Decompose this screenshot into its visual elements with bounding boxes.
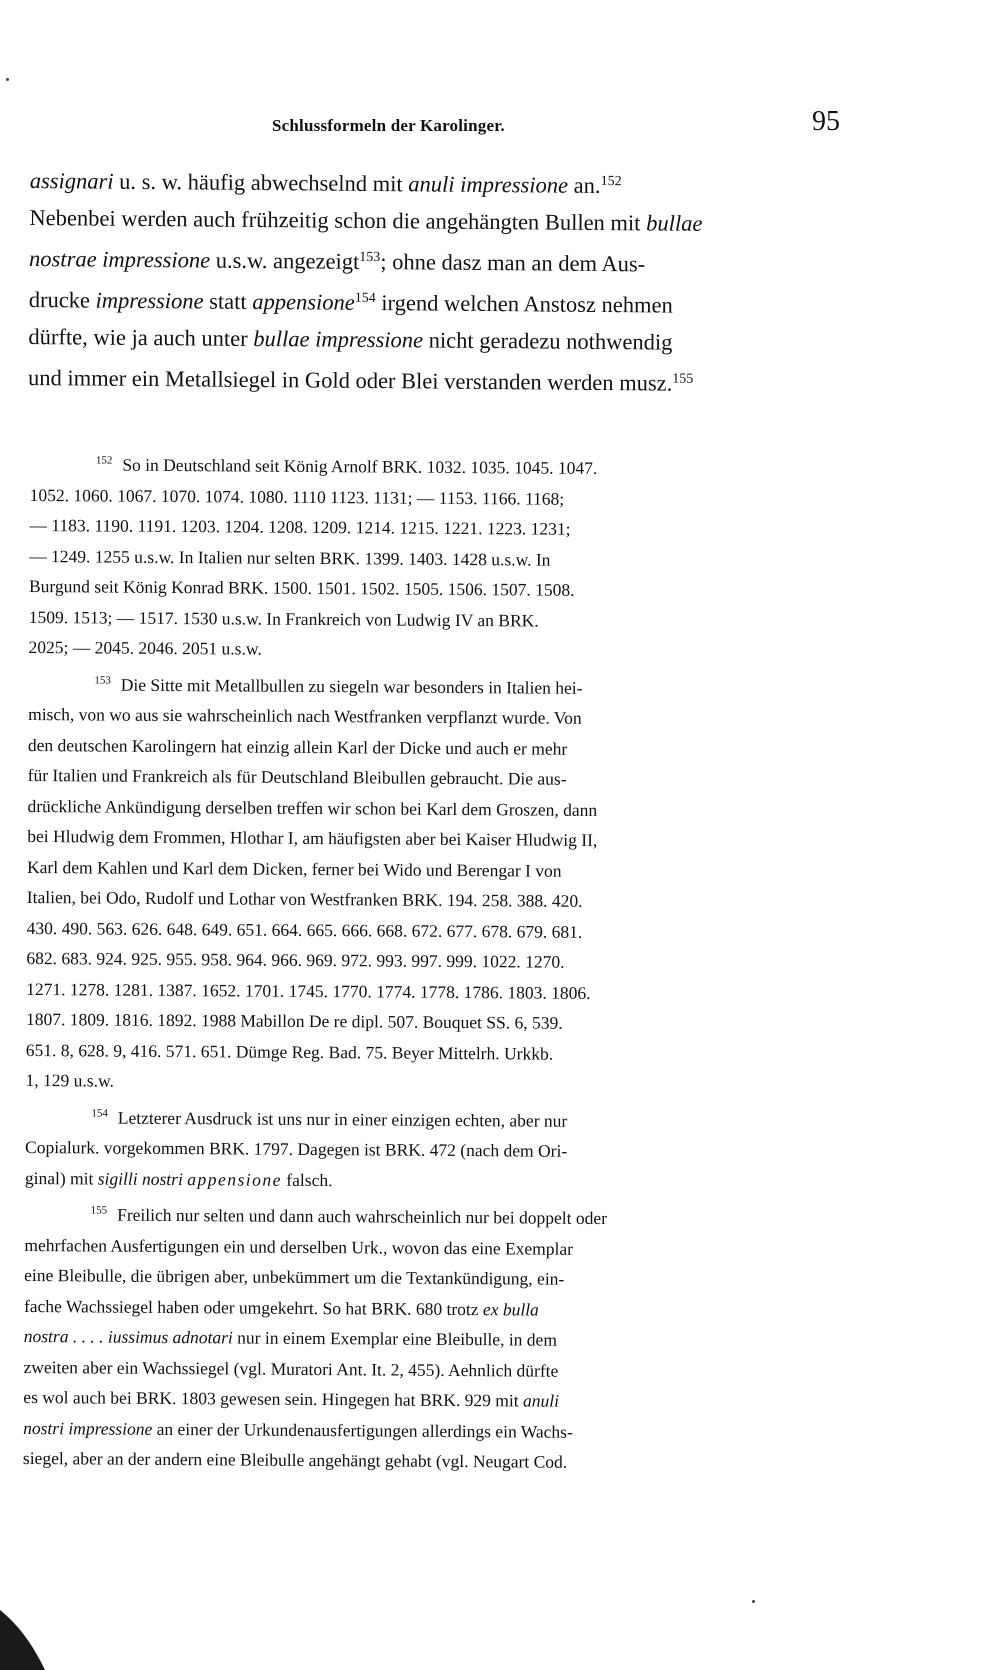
footnote-line xyxy=(25,1097,825,1137)
latin-term: appensione xyxy=(187,1168,283,1190)
footnote-line: Burgund seit König Konrad BRK. 1500. 1501. 1502. 1505. 1506. 1507. 1508. xyxy=(28,575,575,600)
footnote-line xyxy=(30,445,830,485)
footnote-line xyxy=(25,1132,825,1168)
latin-term: assignari xyxy=(29,167,114,194)
latin-term: nostra . . . . iussimus adnotari xyxy=(23,1325,233,1348)
body-text-run: drucke xyxy=(28,286,96,313)
footnote-text: Letzterer Ausdruck ist uns nur in einer einzigen echten, aber nur xyxy=(117,1107,568,1131)
latin-term: bullae impressione xyxy=(253,325,424,353)
footnote-text: an einer der Urkundenausfertigungen allerdings ein Wachs- xyxy=(152,1418,573,1442)
body-text-run: ; ohne dasz man an dem Aus- xyxy=(380,249,646,277)
footnote-ref: 155 xyxy=(672,371,694,387)
footnote-number: 152 xyxy=(95,454,113,467)
footnote-153 xyxy=(25,664,828,1101)
latin-term: bullae xyxy=(646,210,703,236)
footnote-line: 2025; — 2045. 2046. 2051 u.s.w. xyxy=(28,636,262,659)
body-text-run: u.s.w. angezeigt xyxy=(210,247,360,274)
latin-term: appensione xyxy=(252,288,355,315)
body-text-run: dürfte, wie ja auch unter xyxy=(28,323,254,351)
footnote-text: Die Sitte mit Metallbullen zu siegeln war besonders in Italien hei- xyxy=(120,674,583,698)
scan-speck xyxy=(752,1600,755,1603)
footnote-line xyxy=(28,664,828,704)
footnote-text: fache Wachssiegel haben oder umgekehrt. So hat BRK. 680 trotz xyxy=(23,1295,484,1319)
footnote-line: bei Hludwig dem Frommen, Hlothar I, am häufigsten aber bei Kaiser Hludwig II, xyxy=(27,825,598,850)
footnote-line: — 1249. 1255 u.s.w. In Italien nur selten BRK. 1399. 1403. 1428 u.s.w. In xyxy=(29,545,551,570)
footnote-text: mehrfachen Ausfertigungen ein und derselben Urk., wovon das eine Exemplar xyxy=(24,1234,574,1259)
body-line xyxy=(29,277,829,325)
footnote-line: — 1183. 1190. 1191. 1203. 1204. 1208. 1209. 1214. 1215. 1221. 1223. 1231; xyxy=(29,514,571,539)
footnote-text: nur in einem Exemplar eine Bleibulle, in dem xyxy=(232,1327,558,1350)
body-text-run: irgend welchen Anstosz nehmen xyxy=(375,290,673,318)
footnote-line: 651. 8, 628. 9, 416. 571. 651. Dümge Reg. Bad. 75. Beyer Mittelrh. Urkkb. xyxy=(25,1039,554,1064)
footnote-line: 1, 129 u.s.w. xyxy=(25,1069,114,1091)
body-text-run: und immer ein Metallsiegel in Gold oder Blei verstanden werden musz. xyxy=(27,364,673,396)
body-line xyxy=(28,355,828,403)
latin-term: impressione xyxy=(95,287,204,314)
footnote-line: Karl dem Kahlen und Karl dem Dicken, ferner bei Wido und Berengar I von xyxy=(26,856,562,881)
body-text-run: nicht geradezu nothwendig xyxy=(423,327,673,355)
footnote-line: drückliche Ankündigung derselben treffen wir schon bei Karl dem Groszen, dann xyxy=(27,795,598,820)
latin-term: nostrae impressione xyxy=(29,245,211,273)
footnote-line: 430. 490. 563. 626. 648. 649. 651. 664. 665. 666. 668. 672. 677. 678. 679. 681. xyxy=(26,917,583,942)
footnote-text: So in Deutschland seit König Arnolf BRK. 1032. 1035. 1045. 1047. xyxy=(122,454,598,478)
footnote-number: 154 xyxy=(91,1106,108,1120)
footnote-number: 153 xyxy=(94,673,111,687)
footnote-154 xyxy=(25,1097,826,1198)
footnote-number: 155 xyxy=(90,1204,108,1217)
footnote-line xyxy=(24,1321,824,1357)
footnote-ref: 153 xyxy=(359,249,381,266)
body-text-run: statt xyxy=(203,288,253,314)
body-text-run: Nebenbei werden auch frühzeitig schon die angehängten Bullen mit xyxy=(29,204,647,236)
footnote-152 xyxy=(28,445,829,668)
running-title: Schlussformeln der Karolinger. xyxy=(272,116,505,135)
footnote-text: es wol auch bei BRK. 1803 gewesen sein. Hingegen hat BRK. 929 mit xyxy=(23,1386,524,1411)
footnote-line: 1052. 1060. 1067. 1070. 1074. 1080. 1110 1123. 1131; — 1153. 1166. 1168; xyxy=(29,484,565,509)
footnote-text: eine Bleibulle, die übrigen aber, unbekümmert um die Textankündigung, ein- xyxy=(24,1264,565,1289)
footnote-line: 682. 683. 924. 925. 955. 958. 964. 966. 969. 972. 993. 997. 999. 1022. 1270. xyxy=(26,947,565,972)
page-number: 95 xyxy=(812,106,840,137)
footnote-155 xyxy=(23,1195,825,1479)
footnote-ref: 152 xyxy=(600,173,622,190)
smudge-shape xyxy=(0,1610,45,1670)
footnotes xyxy=(23,445,830,1481)
footnote-line: den deutschen Karolingern hat einzig allein Karl der Dicke und auch er mehr xyxy=(27,734,568,759)
footnote-text: ginal) mit xyxy=(24,1167,98,1188)
latin-term: sigilli nostri xyxy=(97,1167,183,1189)
page-header xyxy=(60,106,840,142)
body-text-run: an. xyxy=(567,172,601,198)
footnote-line: Italien, bei Odo, Rudolf und Lothar von Westfranken BRK. 194. 258. 388. 420. xyxy=(26,886,583,911)
footnote-line: 1271. 1278. 1281. 1387. 1652. 1701. 1745. 1770. 1774. 1778. 1786. 1803. 1806. xyxy=(26,978,591,1003)
footnote-text: Copialurk. vorgekommen BRK. 1797. Dagegen ist BRK. 472 (nach dem Ori- xyxy=(25,1136,568,1161)
footnote-line xyxy=(23,1382,823,1418)
footnote-line: 1509. 1513; — 1517. 1530 u.s.w. In Frankreich von Ludwig IV an BRK. xyxy=(28,606,539,631)
footnote-text: falsch. xyxy=(281,1169,333,1190)
scan-edge-smudge xyxy=(0,1580,60,1670)
footnote-line: misch, von wo aus sie wahrscheinlich nach Westfranken verpflanzt wurde. Von xyxy=(28,703,582,728)
footnote-text: zweiten aber ein Wachssiegel (vgl. Muratori Ant. It. 2, 455). Aehnlich dürfte xyxy=(23,1356,559,1381)
footnote-text: siegel, aber an der andern eine Bleibulle angehängt gehabt (vgl. Neugart Cod. xyxy=(22,1447,568,1472)
footnote-line xyxy=(25,1195,825,1235)
footnote-line: 1807. 1809. 1816. 1892. 1988 Mabillon De re dipl. 507. Bouquet SS. 6, 539. xyxy=(25,1008,563,1033)
footnote-ref: 154 xyxy=(354,290,376,307)
footnote-line xyxy=(23,1443,823,1479)
main-paragraph xyxy=(28,158,830,403)
latin-term: nostri impressione xyxy=(23,1417,153,1439)
body-line xyxy=(30,158,830,206)
footnote-text: Freilich nur selten und dann auch wahrscheinlich nur bei doppelt oder xyxy=(117,1204,608,1229)
latin-term: ex bulla xyxy=(482,1298,539,1320)
latin-term: anuli impressione xyxy=(408,171,569,198)
latin-term: anuli xyxy=(522,1390,560,1411)
body-text-run: u. s. w. häufig abwechselnd mit xyxy=(113,168,409,197)
footnote-line xyxy=(24,1260,824,1296)
footnote-line: für Italien und Frankreich als für Deutschland Bleibullen gebraucht. Die aus- xyxy=(27,764,567,789)
body-line xyxy=(29,236,829,284)
scan-speck xyxy=(6,78,9,81)
footnote-line xyxy=(25,1162,825,1198)
